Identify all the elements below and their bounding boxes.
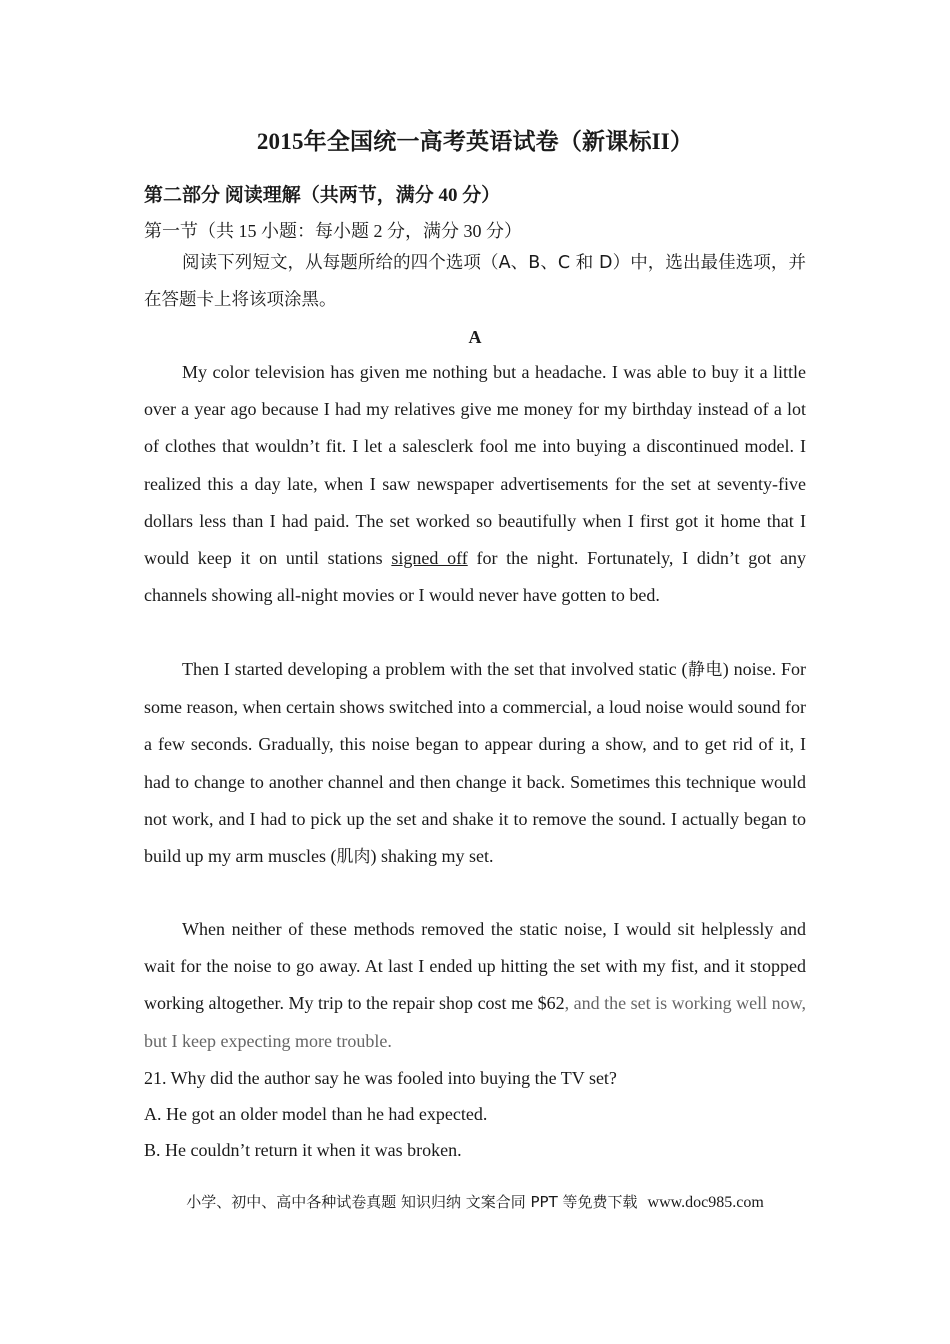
passage-letter: A [468, 327, 482, 347]
p2-text-c: ) shaking my set. [370, 846, 494, 867]
footer-text: 小学、初中、高中各种试卷真题 知识归纳 文案合同 PPT 等免费下载 [186, 1193, 638, 1211]
question-21: 21. Why did the author say he was fooled into buying the TV set? [144, 1068, 617, 1088]
muscle-gloss: 肌肉 [336, 847, 371, 868]
part-heading: 第二部分 阅读理解（共两节，满分 40 分） [144, 185, 501, 206]
passage-paragraph-3 [144, 911, 806, 1060]
footer-link[interactable]: www.doc985.com [647, 1194, 764, 1211]
p3-text-a: When neither of these methods removed the static noise, I would sit helplessly and wait for the noise to go away. At last I ended up hitting the set with my fist, and it stopped working altogether. My trip to the repair shop cost me $62 [144, 919, 806, 1014]
passage-paragraph-1 [144, 354, 806, 614]
footer [0, 1191, 950, 1212]
p2-text-a: Then I started developing a problem with the set that involved static ( [182, 659, 688, 679]
instructions: 阅读下列短文，从每题所给的四个选项（A、B、C 和 D）中，选出最佳选项，并在答题卡上将该项涂黑。 [144, 253, 806, 311]
question-21-option-a: A. He got an older model than he had expected. [144, 1104, 488, 1124]
p2-text-b: ) noise. For some reason, when certain shows switched into a commercial, a loud noise would sound for a few seconds. Gradually, this noise began to appear during a show, and to get rid of it, I had to change to another channel and then change it back. Sometimes this technique would not work, and I had to pick up the set and shake it to remove the sound. I actually began to build up my arm muscles ( [144, 659, 806, 867]
page-title: 2015年全国统一高考英语试卷（新课标II） [256, 129, 694, 154]
p1-text-b: for the night. Fortunately, I didn’t got any channels showing all-night movies or I would never have gotten to bed. [144, 548, 806, 606]
subsection-heading: 第一节（共 15 小题：每小题 2 分，满分 30 分） [144, 221, 522, 241]
question-21-option-b: B. He couldn’t return it when it was broken. [144, 1140, 462, 1160]
static-gloss: 静电 [687, 660, 723, 680]
p1-text-a: My color television has given me nothing but a headache. I was able to buy it a little over a year ago because I had my relatives give me money for my birthday instead of a lot of clothes that wouldn’t fit. I let a salesclerk fool me into buying a discontinued model. I realized this a day late, when I saw newspaper advertisements for the set at seventy-five dollars less than I had paid. The set worked so beautifully when I first got it home that I would keep it on until stations [144, 362, 806, 569]
p3-text-gray: , and the set is working well now, but I keep expecting more trouble. [144, 993, 807, 1051]
underlined-phrase: signed off [391, 548, 468, 569]
passage-paragraph-2 [144, 651, 806, 876]
